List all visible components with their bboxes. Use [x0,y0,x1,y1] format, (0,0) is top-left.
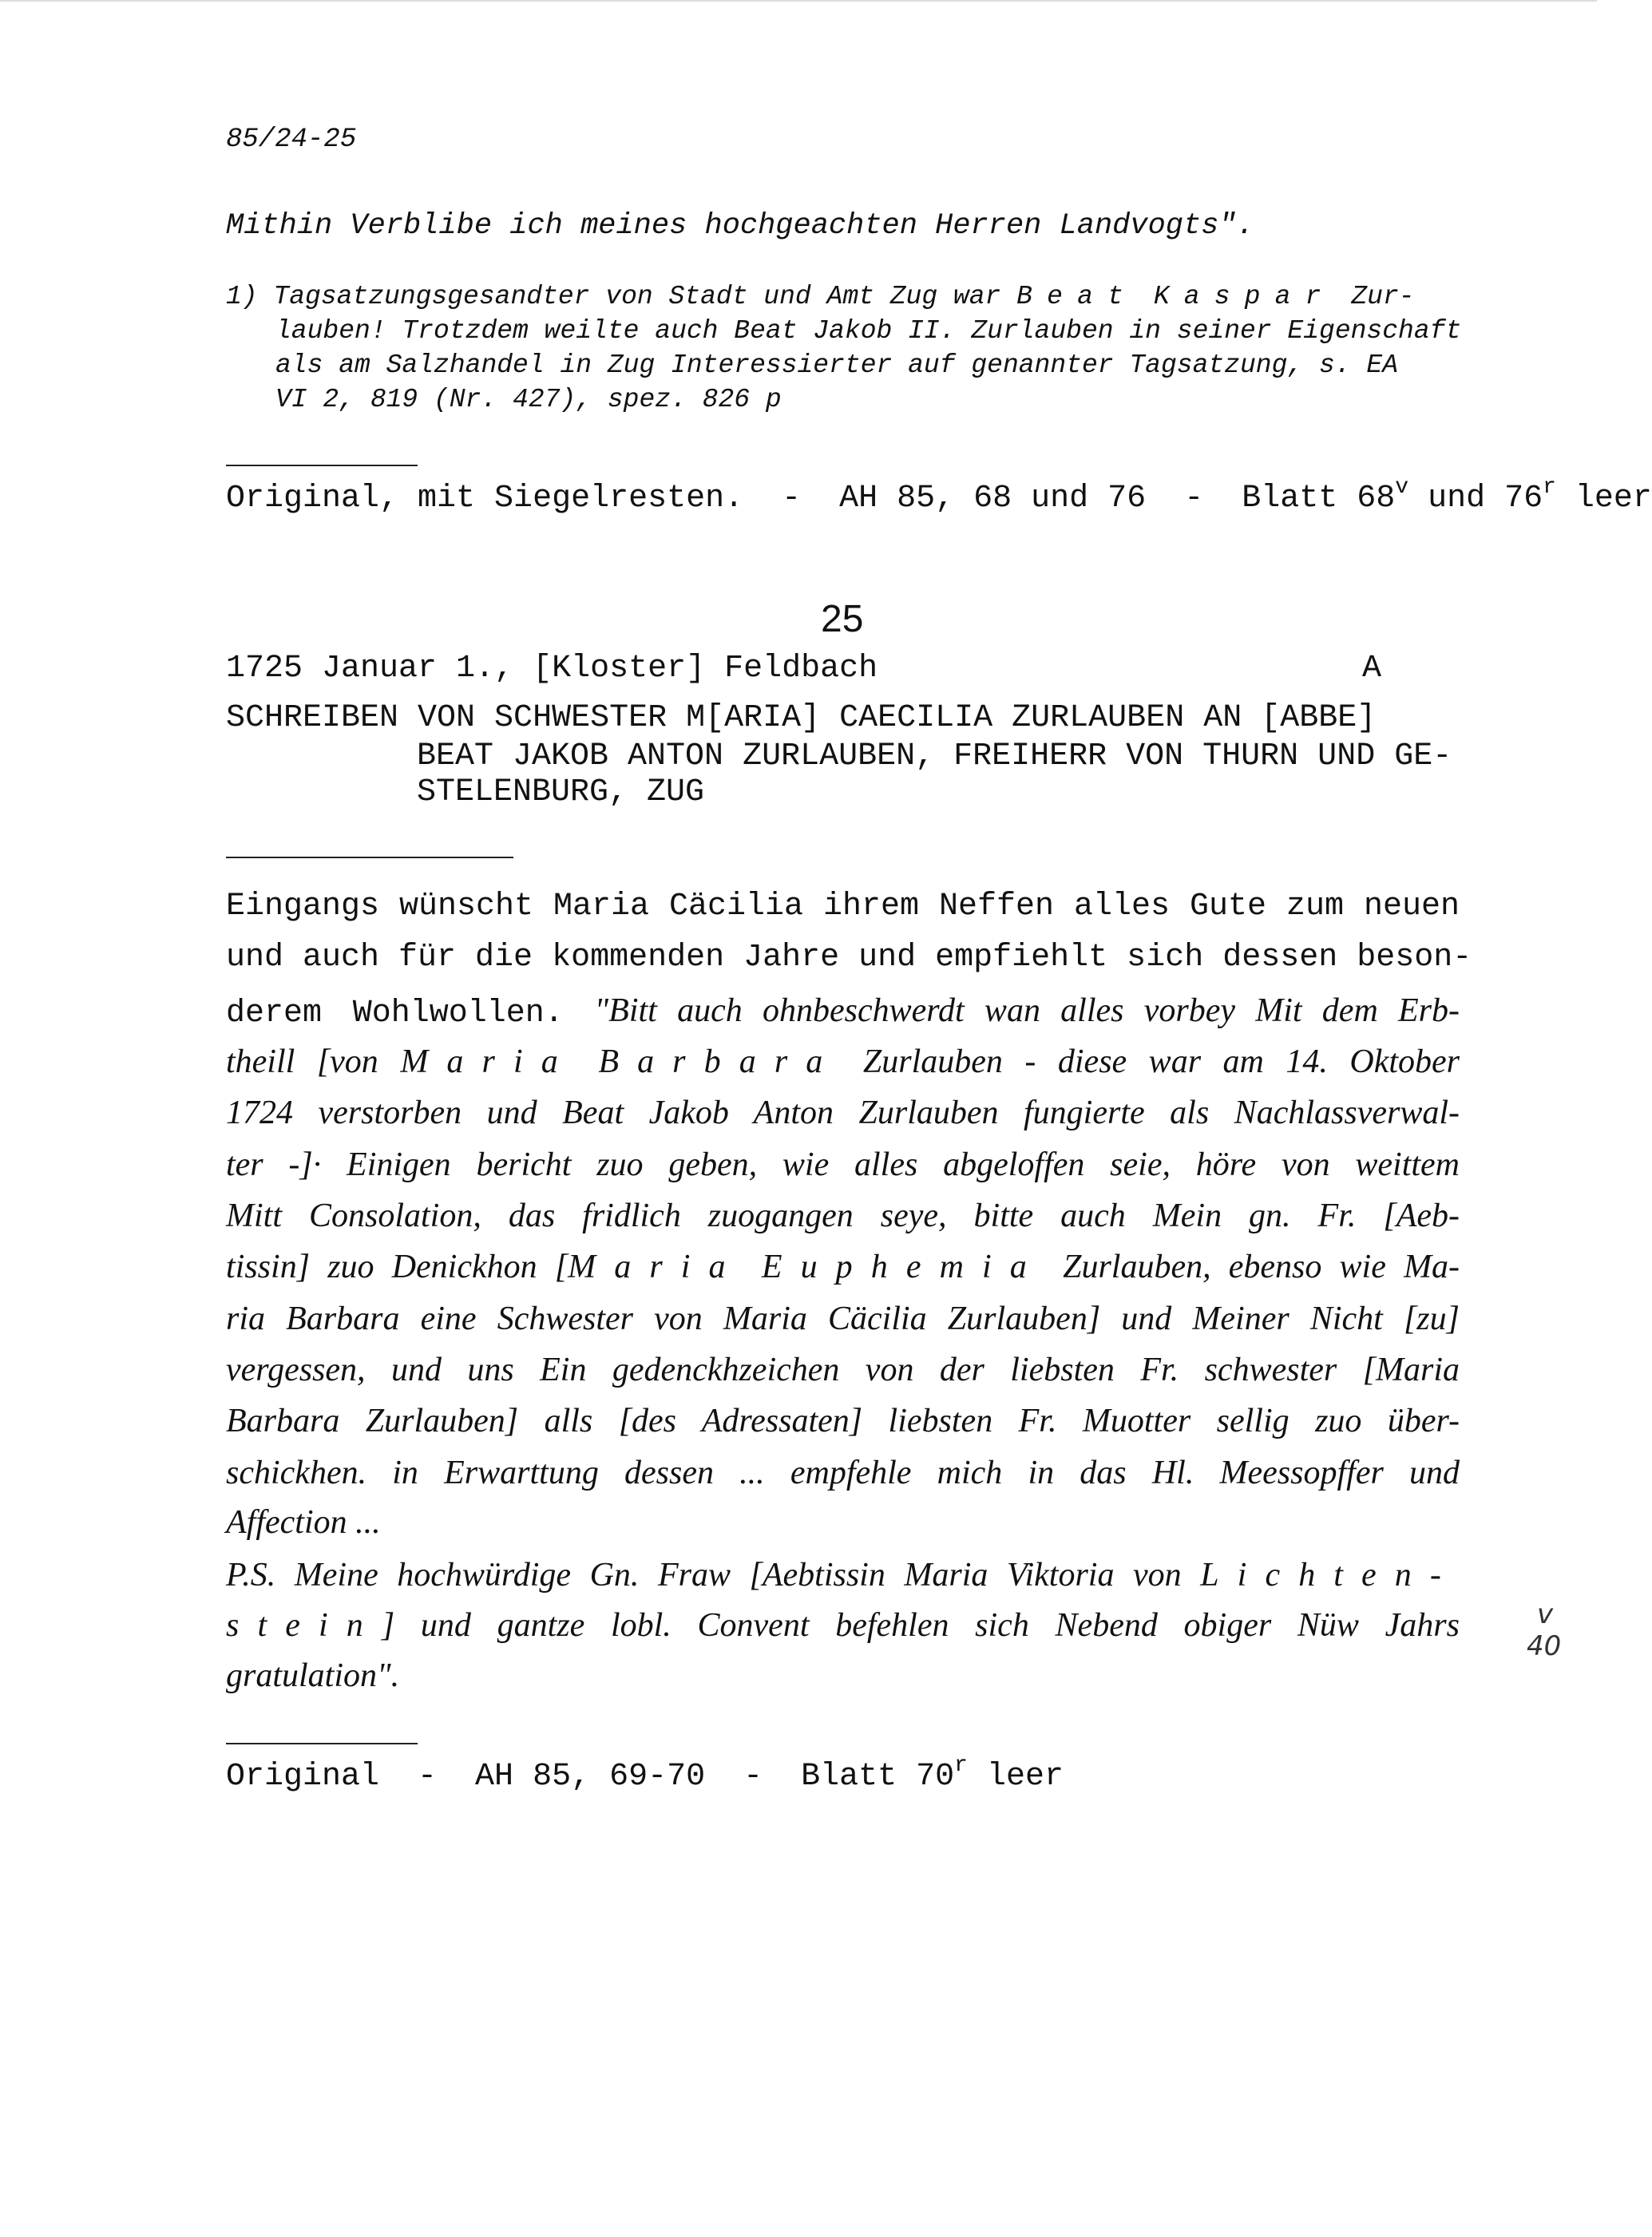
text-segment: "Bitt auch ohnbeschwerdt wan alles vorbey Mit dem Erb- [594,992,1460,1029]
title-line: BEAT JAKOB ANTON ZURLAUBEN, FREIHERR VON THURN UND GE- [417,738,1452,774]
body-line [226,1250,1460,1289]
text-segment: gratulation". [226,1657,400,1694]
text-segment: Eingangs wünscht Maria Cäcilia ihrem Neffen alles Gute zum neuen [226,889,1460,924]
text-segment: ] und gantze lobl. Convent befehlen sich Nebend obiger Nüw Jahrs [381,1607,1460,1644]
text-segment: tissin] zuo Denickhon [ [226,1249,568,1285]
body-line [226,1456,1460,1495]
handwritten-mark: v [1537,1598,1554,1630]
text-segment: und auch für die kommenden Jahre und empfiehlt sich dessen beson- [226,940,1472,976]
text-segment [744,1249,762,1285]
body-line [226,891,1460,929]
footnote-line [275,352,1398,378]
text-segment: lauben! Trotzdem weilte auch Beat Jakob II. Zurlauben in seiner Eigenschaft [275,316,1462,346]
recto-mark: r [954,1753,968,1779]
footnote-line [275,318,1461,344]
separator-rule [226,465,418,466]
text-segment: theill [von [226,1043,401,1080]
type-marker: A [1362,651,1382,687]
spaced-name: Maria [568,1249,744,1285]
text-segment: Barbara Zurlauben] alls [des Adressaten] liebsten Fr. Muotter sellig zuo über- [226,1403,1460,1439]
title-line: STELENBURG, ZUG [417,774,705,810]
text-segment: Zurlauben - diese war am 14. Oktober [841,1043,1460,1080]
text-segment [576,1043,599,1080]
separator-rule [226,857,513,858]
footnote-line [226,283,1415,310]
date-place: 1725 Januar 1., [Kloster] Feldbach [226,651,878,687]
body-line [226,1506,1460,1544]
footnote-line [275,386,782,413]
text-segment: 1724 verstorben und Beat Jakob Anton Zurlauben fungierte als Nachlassverwal- [226,1095,1460,1131]
body-line [226,1045,1460,1083]
page-reference: 85/24-25 [226,125,357,155]
body-line [226,1404,1460,1443]
scan-edge [0,0,1597,2]
body-line [226,1659,1460,1697]
spaced-name: Euphemia [761,1249,1045,1285]
source-note [226,475,1652,517]
text-segment: Zurlauben, ebenso wie Ma- [1044,1249,1460,1285]
spaced-name: Barbara [598,1043,842,1080]
text-segment: 1) Tagsatzungsgesandter von Stadt und Amt Zug war [226,282,1017,311]
body-line [226,1609,1460,1647]
text-segment: vergessen, und uns Ein gedenckhzeichen von der liebsten Fr. schwester [Maria [226,1352,1460,1388]
body-line [226,1558,1460,1597]
text-segment: als am Salzhandel in Zug Interessierter auf genannter Tagsatzung, s. EA [275,350,1399,380]
closing-line: Mithin Verblibe ich meines hochgeachten Herren Landvogts". [226,209,1254,243]
text-segment: VI 2, 819 (Nr. 427), spez. 826 p [275,385,782,414]
verso-mark: v [1395,475,1409,501]
text-segment [1138,282,1154,311]
title-line: SCHREIBEN VON SCHWESTER M[ARIA] CAECILIA ZURLAUBEN AN [ABBE] [226,700,1377,736]
text-segment: Zur- [1335,282,1415,311]
spaced-name: stein [226,1607,382,1644]
text-segment: Mitt Consolation, das fridlich zuogangen seye, bitte auch Mein gn. Fr. [Aeb- [226,1198,1460,1234]
spaced-name: Maria [400,1043,576,1080]
text-segment: ter -]· Einigen bericht zuo geben, wie alles abgeloffen seie, höre von weittem [226,1146,1460,1183]
source-note-text: leer [967,1759,1064,1795]
spaced-name: Kaspar [1153,282,1336,311]
document-number: 25 [821,598,864,640]
spaced-name: Lichten- [1200,1557,1460,1594]
spaced-name: Beat [1016,282,1138,311]
text-segment: derem Wohlwollen. [226,996,595,1031]
text-segment: P.S. Meine hochwürdige Gn. Fraw [Aebtissin Maria Viktoria von [226,1557,1201,1594]
handwritten-folio-number: 40 [1527,1630,1562,1662]
source-note-text: Original, mit Siegelresten. - AH 85, 68 und 76 - Blatt 68 [226,481,1396,517]
text-segment: schickhen. in Erwarttung dessen ... empfehle mich in das Hl. Meessopffer und [226,1455,1460,1491]
body-line [226,1199,1460,1237]
source-note [226,1753,1064,1795]
body-line [226,1096,1460,1134]
body-line [226,1353,1460,1392]
source-note-text: und 76 [1408,481,1543,517]
separator-rule [226,1743,418,1744]
source-note-text: Original - AH 85, 69-70 - Blatt 70 [226,1759,955,1795]
body-line [226,1302,1460,1340]
body-line [226,1148,1460,1186]
body-line [226,940,1472,980]
body-line [226,994,1460,1032]
source-note-text: leer [1555,481,1652,517]
recto-mark: r [1543,475,1556,501]
text-segment: ria Barbara eine Schwester von Maria Cäcilia Zurlauben] und Meiner Nicht [zu] [226,1301,1460,1337]
text-segment: Affection ... [226,1504,381,1541]
